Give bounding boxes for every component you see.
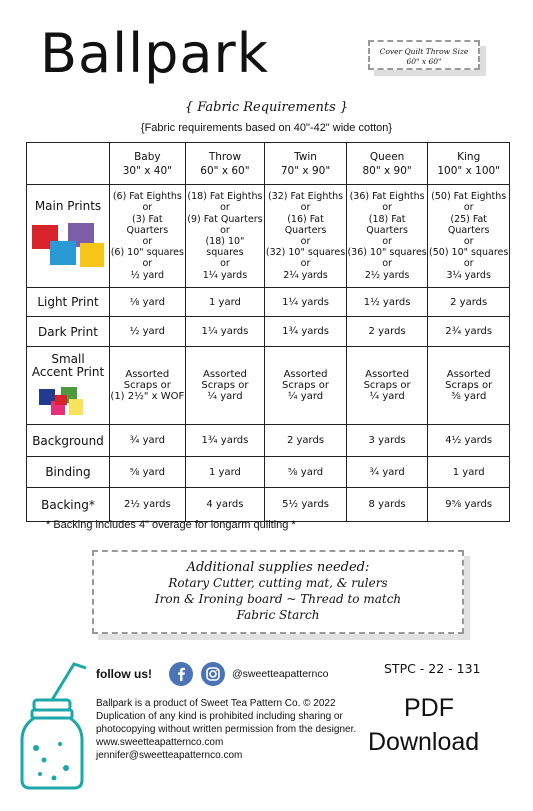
table-row-main-prints xyxy=(27,185,510,288)
size-header: Twin 70" x 90" xyxy=(265,143,347,185)
main-prints-twin: (32) Fat Eighths or (16) Fat Quarters or (32) 10" squares or 2¼ yards xyxy=(265,185,347,288)
size-header: Baby 30" x 40" xyxy=(110,143,186,185)
main-prints-king: (50) Fat Eighths or (25) Fat Quarters or (50) 10" squares or 3¼ yards xyxy=(428,185,510,288)
size-header: Throw 60" x 60" xyxy=(185,143,265,185)
table-row-backing xyxy=(27,488,510,522)
mason-jar-icon xyxy=(12,660,92,790)
cover-tag-line2: 60" x 60" xyxy=(406,57,442,66)
table-row-small-accent xyxy=(27,347,510,425)
table-cell: 8 yards xyxy=(346,488,428,522)
size-header: King 100" x 100" xyxy=(428,143,510,185)
instagram-icon[interactable] xyxy=(200,661,226,687)
fabric-heading: { Fabric Requirements } xyxy=(184,100,349,115)
facebook-icon[interactable] xyxy=(168,661,194,687)
row-label-dark-print: Dark Print xyxy=(27,317,110,347)
cover-tag-line1: Cover Quilt Throw Size xyxy=(379,47,469,56)
table-cell: Assorted Scraps or ⅜ yard xyxy=(428,347,510,425)
supplies-line: Fabric Starch xyxy=(236,608,320,622)
main-prints-swatches-icon xyxy=(30,221,110,276)
table-cell: 4 yards xyxy=(185,488,265,522)
row-label-small-accent: Small Accent Print xyxy=(27,347,110,425)
supplies-heading: Additional supplies needed: xyxy=(186,560,370,575)
row-label-main-prints: Main Prints xyxy=(27,185,110,288)
row-label-background: Background xyxy=(27,425,110,457)
table-cell: Assorted Scraps or ¼ yard xyxy=(185,347,265,425)
supplies-line: Rotary Cutter, cutting mat, & rulers xyxy=(168,576,388,590)
table-cell: 4½ yards xyxy=(428,425,510,457)
fabric-subheading: {Fabric requirements based on 40"-42" wide cotton} xyxy=(140,122,393,134)
table-cell: 1¾ yards xyxy=(265,317,347,347)
table-row-light-print xyxy=(27,288,510,317)
supplies-box xyxy=(92,550,464,634)
main-prints-baby: (6) Fat Eighths or (3) Fat Quarters or (6) 10" squares or ½ yard xyxy=(110,185,186,288)
table-cell: 1 yard xyxy=(428,457,510,488)
pattern-title: Ballpark xyxy=(40,22,269,85)
table-cell: ½ yard xyxy=(110,317,186,347)
pattern-code: STPC - 22 - 131 xyxy=(384,661,481,676)
table-cell: ⅝ yard xyxy=(110,457,186,488)
cover-size-tag xyxy=(368,40,480,70)
table-row-dark-print xyxy=(27,317,510,347)
table-cell: ¾ yard xyxy=(346,457,428,488)
table-cell: 2 yards xyxy=(428,288,510,317)
footer-line: Duplication of any kind is prohibited including sharing or xyxy=(96,711,343,722)
table-cell: Assorted Scraps or ¼ yard xyxy=(265,347,347,425)
fabric-requirements-table xyxy=(26,142,510,522)
table-cell: 9⅝ yards xyxy=(428,488,510,522)
email-link[interactable]: jennifer@sweetteapatternco.com xyxy=(96,750,243,761)
table-row-background xyxy=(27,425,510,457)
table-cell: 3 yards xyxy=(346,425,428,457)
backing-note: * Backing includes 4" overage for longarm quilting * xyxy=(46,519,296,531)
table-cell: 1½ yards xyxy=(346,288,428,317)
main-prints-queen: (36) Fat Eighths or (18) Fat Quarters or (36) 10" squares or 2½ yards xyxy=(346,185,428,288)
corner-cell xyxy=(27,143,110,185)
download-label: Download xyxy=(368,728,480,756)
footer-line: Ballpark is a product of Sweet Tea Pattern Co. © 2022 xyxy=(96,698,336,709)
table-cell: 1¼ yards xyxy=(265,288,347,317)
size-header-row xyxy=(27,143,510,185)
table-cell: 2¾ yards xyxy=(428,317,510,347)
size-header: Queen 80" x 90" xyxy=(346,143,428,185)
table-cell: ¾ yard xyxy=(110,425,186,457)
pdf-label: PDF xyxy=(404,694,454,722)
table-cell: 1¼ yards xyxy=(185,317,265,347)
table-cell: Assorted Scraps or ¼ yard xyxy=(346,347,428,425)
table-cell: 1 yard xyxy=(185,457,265,488)
table-cell: Assorted Scraps or (1) 2½" x WOF xyxy=(110,347,186,425)
row-label-binding: Binding xyxy=(27,457,110,488)
row-label-backing: Backing* xyxy=(27,488,110,522)
table-cell: 1¾ yards xyxy=(185,425,265,457)
social-handle: @sweetteapatternco xyxy=(232,668,329,680)
table-cell: ⅝ yard xyxy=(265,457,347,488)
table-cell: 2 yards xyxy=(346,317,428,347)
accent-swatches-icon xyxy=(35,387,105,421)
table-row-binding xyxy=(27,457,510,488)
footer-text xyxy=(96,697,368,762)
row-label-light-print: Light Print xyxy=(27,288,110,317)
website-link[interactable]: www.sweetteapatternco.com xyxy=(96,737,224,748)
footer-line: photocopying without written permission from the designer. xyxy=(96,724,357,735)
main-prints-throw: (18) Fat Eighths or (9) Fat Quarters or (18) 10" squares or 1¼ yards xyxy=(185,185,265,288)
table-cell: 5½ yards xyxy=(265,488,347,522)
table-cell: ⅛ yard xyxy=(110,288,186,317)
table-cell: 1 yard xyxy=(185,288,265,317)
supplies-line: Iron & Ironing board ~ Thread to match xyxy=(154,592,402,606)
follow-us-label: follow us! xyxy=(96,667,152,681)
table-cell: 2½ yards xyxy=(110,488,186,522)
table-cell: 2 yards xyxy=(265,425,347,457)
